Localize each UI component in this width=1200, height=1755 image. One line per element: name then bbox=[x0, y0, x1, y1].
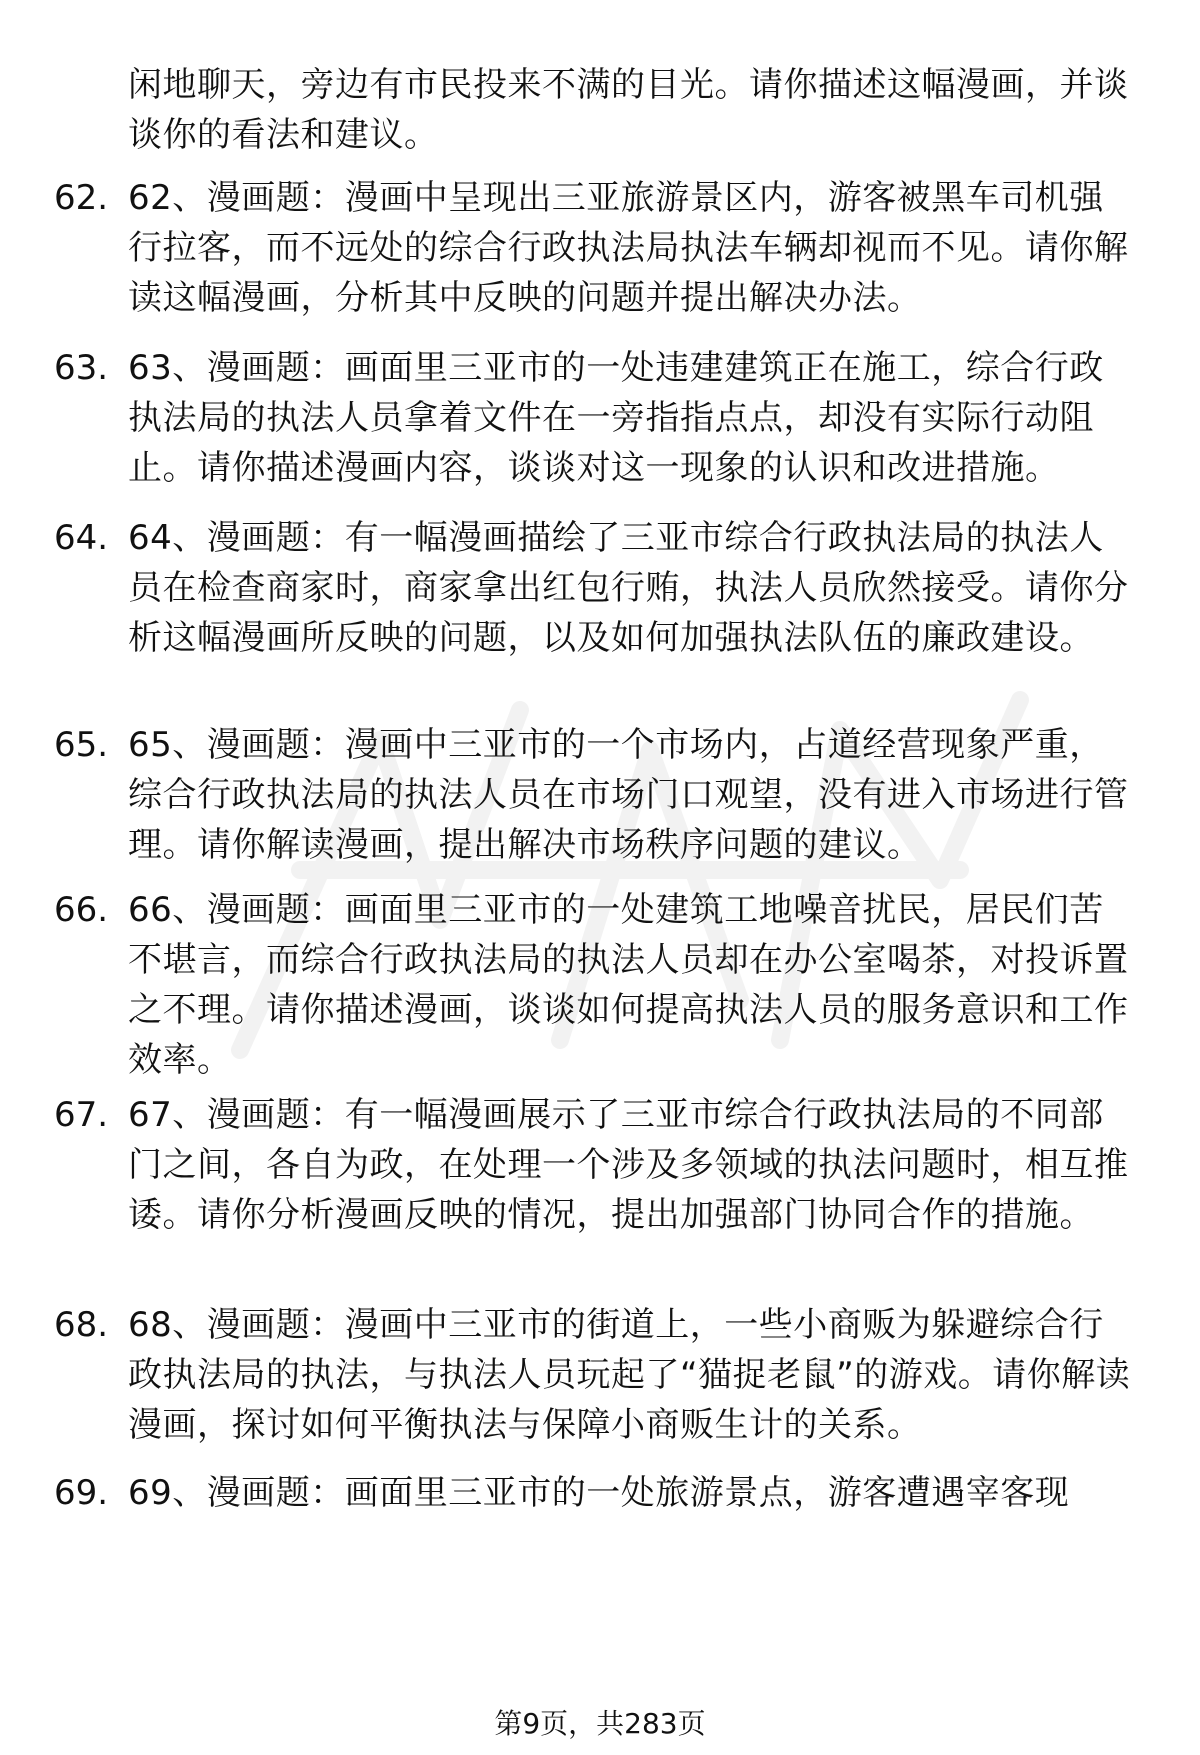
item-number: 64. bbox=[54, 518, 109, 558]
page-footer: 第9页，共283页 bbox=[494, 1707, 706, 1740]
continuation-text: 闲地聊天，旁边有市民投来不满的目光。请你描述这幅漫画，并谈谈你的看法和建议。 bbox=[128, 65, 1129, 155]
item-number: 67. bbox=[54, 1095, 109, 1135]
item-number: 66. bbox=[54, 890, 109, 930]
item-text: 64、漫画题：有一幅漫画描绘了三亚市综合行政执法局的执法人员在检查商家时，商家拿出红包行贿，执法人员欣然接受。请你分析这幅漫画所反映的问题，以及如何加强执法队伍的廉政建设。 bbox=[128, 518, 1129, 658]
item-number: 62. bbox=[54, 178, 109, 218]
item-text: 63、漫画题：画面里三亚市的一处违建建筑正在施工，综合行政执法局的执法人员拿着文件在一旁指指点点，却没有实际行动阻止。请你描述漫画内容，谈谈对这一现象的认识和改进措施。 bbox=[128, 348, 1104, 488]
item-text: 69、漫画题：画面里三亚市的一处旅游景点，游客遭遇宰客现 bbox=[128, 1473, 1070, 1513]
item-text: 62、漫画题：漫画中呈现出三亚旅游景区内，游客被黑车司机强行拉客，而不远处的综合行政执法局执法车辆却视而不见。请你解读这幅漫画，分析其中反映的问题并提出解决办法。 bbox=[128, 178, 1129, 318]
item-number: 69. bbox=[54, 1473, 109, 1513]
item-number: 65. bbox=[54, 725, 109, 765]
item-number: 63. bbox=[54, 348, 109, 388]
item-text: 65、漫画题：漫画中三亚市的一个市场内，占道经营现象严重，综合行政执法局的执法人员在市场门口观望，没有进入市场进行管理。请你解读漫画，提出解决市场秩序问题的建议。 bbox=[128, 725, 1129, 865]
item-text: 68、漫画题：漫画中三亚市的街道上，一些小商贩为躲避综合行政执法局的执法，与执法人员玩起了“猫捉老鼠”的游戏。请你解读漫画，探讨如何平衡执法与保障小商贩生计的关系。 bbox=[128, 1305, 1131, 1445]
item-number: 68. bbox=[54, 1305, 109, 1345]
item-text: 66、漫画题：画面里三亚市的一处建筑工地噪音扰民，居民们苦不堪言，而综合行政执法局的执法人员却在办公室喝茶，对投诉置之不理。请你描述漫画，谈谈如何提高执法人员的服务意识和工作效率。 bbox=[128, 890, 1129, 1080]
item-text: 67、漫画题：有一幅漫画展示了三亚市综合行政执法局的不同部门之间，各自为政，在处理一个涉及多领域的执法问题时，相互推诿。请你分析漫画反映的情况，提出加强部门协同合作的措施。 bbox=[128, 1095, 1129, 1235]
